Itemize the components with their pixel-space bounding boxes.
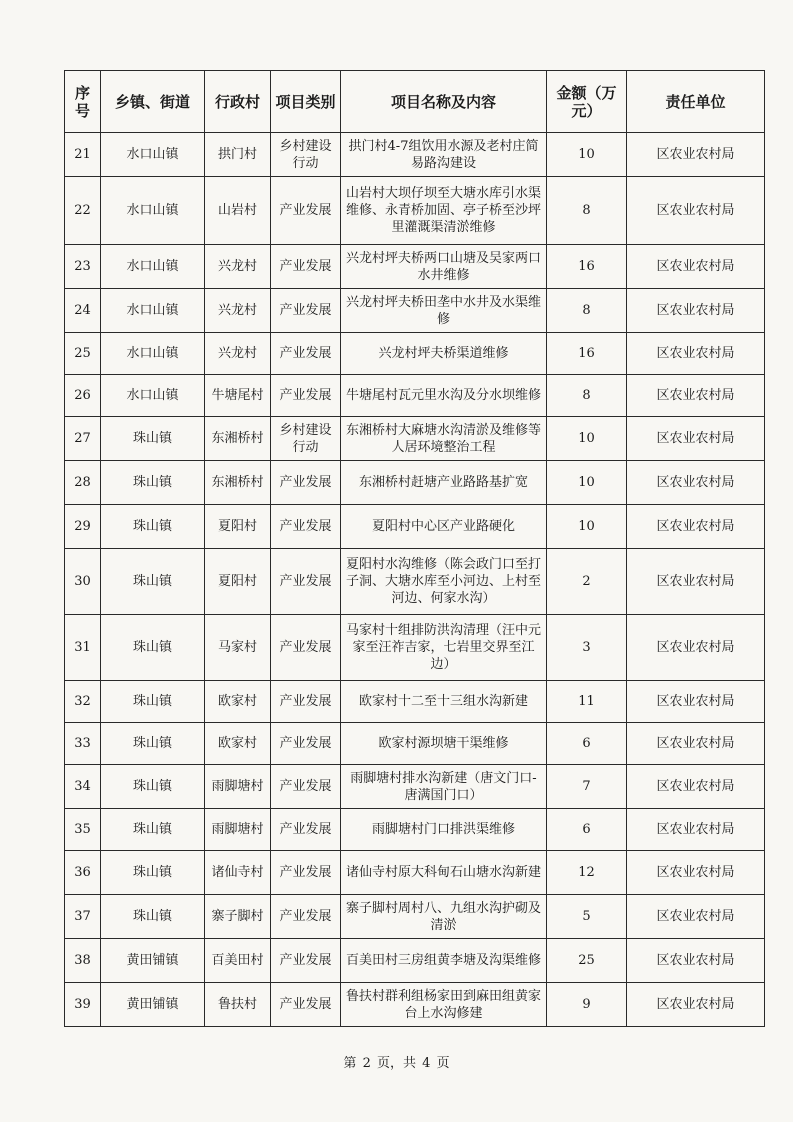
cell-project: 诸仙寺村原大科甸石山塘水沟新建 (341, 851, 547, 895)
cell-amount: 2 (547, 549, 627, 615)
header-seq: 序号 (65, 71, 101, 133)
cell-amount: 12 (547, 851, 627, 895)
cell-category: 产业发展 (271, 809, 341, 851)
cell-town: 珠山镇 (101, 723, 205, 765)
footer-total: 4 (422, 1056, 431, 1071)
header-project: 项目名称及内容 (341, 71, 547, 133)
cell-category: 产业发展 (271, 289, 341, 333)
table-row (65, 245, 765, 289)
cell-town: 水口山镇 (101, 333, 205, 375)
table-row (65, 851, 765, 895)
cell-town: 珠山镇 (101, 549, 205, 615)
cell-seq: 36 (65, 851, 101, 895)
cell-amount: 8 (547, 375, 627, 417)
cell-village: 鲁扶村 (205, 983, 271, 1027)
cell-unit: 区农业农村局 (627, 983, 765, 1027)
cell-project: 夏阳村中心区产业路硬化 (341, 505, 547, 549)
cell-unit: 区农业农村局 (627, 375, 765, 417)
header-village: 行政村 (205, 71, 271, 133)
cell-amount: 9 (547, 983, 627, 1027)
cell-amount: 10 (547, 133, 627, 177)
cell-unit: 区农业农村局 (627, 133, 765, 177)
footer-suffix: 页 (436, 1056, 450, 1071)
cell-village: 夏阳村 (205, 505, 271, 549)
cell-town: 珠山镇 (101, 615, 205, 681)
cell-unit: 区农业农村局 (627, 615, 765, 681)
cell-village: 雨脚塘村 (205, 809, 271, 851)
cell-project: 兴龙村坪夫桥田垄中水井及水渠维修 (341, 289, 547, 333)
table-row (65, 177, 765, 245)
cell-town: 珠山镇 (101, 505, 205, 549)
cell-project: 山岩村大坝仔坝至大塘水库引水渠维修、永青桥加固、亭子桥至沙坪里灌溉渠清淤维修 (341, 177, 547, 245)
cell-town: 珠山镇 (101, 417, 205, 461)
cell-unit: 区农业农村局 (627, 895, 765, 939)
cell-project: 雨脚塘村门口排洪渠维修 (341, 809, 547, 851)
cell-town: 水口山镇 (101, 133, 205, 177)
table-row (65, 417, 765, 461)
cell-project: 拱门村4-7组饮用水源及老村庄简易路沟建设 (341, 133, 547, 177)
cell-seq: 39 (65, 983, 101, 1027)
cell-village: 拱门村 (205, 133, 271, 177)
cell-town: 珠山镇 (101, 765, 205, 809)
cell-town: 黄田铺镇 (101, 983, 205, 1027)
cell-project: 鲁扶村群利组杨家田到麻田组黄家台上水沟修建 (341, 983, 547, 1027)
cell-category: 产业发展 (271, 549, 341, 615)
cell-unit: 区农业农村局 (627, 177, 765, 245)
table-row (65, 289, 765, 333)
table-row (65, 375, 765, 417)
cell-amount: 6 (547, 723, 627, 765)
cell-town: 水口山镇 (101, 289, 205, 333)
cell-category: 产业发展 (271, 245, 341, 289)
cell-town: 水口山镇 (101, 177, 205, 245)
table-row (65, 681, 765, 723)
cell-project: 东湘桥村大麻塘水沟清淤及维修等人居环境整治工程 (341, 417, 547, 461)
cell-amount: 16 (547, 333, 627, 375)
cell-amount: 11 (547, 681, 627, 723)
cell-project: 欧家村十二至十三组水沟新建 (341, 681, 547, 723)
cell-town: 珠山镇 (101, 681, 205, 723)
cell-category: 产业发展 (271, 461, 341, 505)
cell-category: 产业发展 (271, 177, 341, 245)
table-row (65, 549, 765, 615)
cell-category: 乡村建设行动 (271, 417, 341, 461)
cell-village: 马家村 (205, 615, 271, 681)
cell-unit: 区农业农村局 (627, 245, 765, 289)
cell-unit: 区农业农村局 (627, 417, 765, 461)
cell-amount: 25 (547, 939, 627, 983)
cell-seq: 33 (65, 723, 101, 765)
cell-village: 夏阳村 (205, 549, 271, 615)
cell-village: 兴龙村 (205, 333, 271, 375)
cell-category: 产业发展 (271, 765, 341, 809)
cell-unit: 区农业农村局 (627, 765, 765, 809)
cell-category: 产业发展 (271, 851, 341, 895)
table-row (65, 765, 765, 809)
cell-unit: 区农业农村局 (627, 549, 765, 615)
cell-village: 百美田村 (205, 939, 271, 983)
table-row (65, 809, 765, 851)
cell-unit: 区农业农村局 (627, 461, 765, 505)
cell-town: 珠山镇 (101, 895, 205, 939)
cell-seq: 30 (65, 549, 101, 615)
cell-category: 产业发展 (271, 939, 341, 983)
table-row (65, 895, 765, 939)
table-row (65, 505, 765, 549)
cell-town: 珠山镇 (101, 851, 205, 895)
table-row (65, 983, 765, 1027)
cell-unit: 区农业农村局 (627, 289, 765, 333)
cell-village: 诸仙寺村 (205, 851, 271, 895)
cell-village: 牛塘尾村 (205, 375, 271, 417)
footer-prefix: 第 (343, 1056, 357, 1071)
cell-category: 产业发展 (271, 375, 341, 417)
cell-project: 百美田村三房组黄李塘及沟渠维修 (341, 939, 547, 983)
cell-amount: 7 (547, 765, 627, 809)
cell-seq: 24 (65, 289, 101, 333)
cell-seq: 25 (65, 333, 101, 375)
cell-unit: 区农业农村局 (627, 723, 765, 765)
cell-category: 产业发展 (271, 615, 341, 681)
cell-seq: 37 (65, 895, 101, 939)
cell-seq: 26 (65, 375, 101, 417)
cell-unit: 区农业农村局 (627, 939, 765, 983)
cell-seq: 28 (65, 461, 101, 505)
project-table (64, 70, 765, 1027)
cell-project: 东湘桥村赶塘产业路路基扩宽 (341, 461, 547, 505)
cell-town: 水口山镇 (101, 375, 205, 417)
cell-project: 马家村十组排防洪沟清理（汪中元家至汪祚吉家，七岩里交界至江边） (341, 615, 547, 681)
cell-category: 产业发展 (271, 983, 341, 1027)
header-town: 乡镇、街道 (101, 71, 205, 133)
table-row (65, 133, 765, 177)
table-row (65, 939, 765, 983)
cell-project: 牛塘尾村瓦元里水沟及分水坝维修 (341, 375, 547, 417)
footer-page: 2 (362, 1056, 371, 1071)
table-row (65, 615, 765, 681)
cell-project: 雨脚塘村排水沟新建（唐文门口-唐满国门口） (341, 765, 547, 809)
cell-seq: 22 (65, 177, 101, 245)
cell-category: 产业发展 (271, 895, 341, 939)
cell-village: 兴龙村 (205, 289, 271, 333)
cell-village: 东湘桥村 (205, 461, 271, 505)
cell-seq: 27 (65, 417, 101, 461)
cell-seq: 32 (65, 681, 101, 723)
cell-project: 夏阳村水沟维修（陈会政门口至打子洞、大塘水库至小河边、上村至河边、何家水沟） (341, 549, 547, 615)
cell-town: 黄田铺镇 (101, 939, 205, 983)
cell-amount: 16 (547, 245, 627, 289)
cell-category: 产业发展 (271, 723, 341, 765)
header-amount: 金额（万元） (547, 71, 627, 133)
cell-seq: 34 (65, 765, 101, 809)
cell-amount: 3 (547, 615, 627, 681)
cell-unit: 区农业农村局 (627, 809, 765, 851)
cell-village: 兴龙村 (205, 245, 271, 289)
cell-category: 乡村建设行动 (271, 133, 341, 177)
cell-amount: 6 (547, 809, 627, 851)
cell-seq: 38 (65, 939, 101, 983)
page-footer (0, 1052, 793, 1071)
cell-seq: 29 (65, 505, 101, 549)
table-row (65, 723, 765, 765)
cell-unit: 区农业农村局 (627, 505, 765, 549)
cell-project: 欧家村源坝塘干渠维修 (341, 723, 547, 765)
cell-village: 欧家村 (205, 723, 271, 765)
cell-town: 珠山镇 (101, 809, 205, 851)
cell-town: 水口山镇 (101, 245, 205, 289)
cell-category: 产业发展 (271, 333, 341, 375)
footer-mid: 页，共 (376, 1056, 416, 1071)
header-category: 项目类别 (271, 71, 341, 133)
cell-project: 兴龙村坪夫桥渠道维修 (341, 333, 547, 375)
cell-project: 寨子脚村周村八、九组水沟护砌及清淤 (341, 895, 547, 939)
cell-seq: 35 (65, 809, 101, 851)
cell-seq: 21 (65, 133, 101, 177)
cell-unit: 区农业农村局 (627, 333, 765, 375)
table-body (65, 133, 765, 1027)
cell-amount: 10 (547, 417, 627, 461)
cell-amount: 10 (547, 505, 627, 549)
header-unit: 责任单位 (627, 71, 765, 133)
table-row (65, 461, 765, 505)
cell-village: 雨脚塘村 (205, 765, 271, 809)
cell-category: 产业发展 (271, 681, 341, 723)
cell-unit: 区农业农村局 (627, 681, 765, 723)
cell-project: 兴龙村坪夫桥两口山塘及吴家两口水井维修 (341, 245, 547, 289)
cell-amount: 8 (547, 177, 627, 245)
cell-amount: 10 (547, 461, 627, 505)
cell-village: 东湘桥村 (205, 417, 271, 461)
cell-seq: 23 (65, 245, 101, 289)
cell-town: 珠山镇 (101, 461, 205, 505)
cell-village: 寨子脚村 (205, 895, 271, 939)
cell-category: 产业发展 (271, 505, 341, 549)
cell-amount: 8 (547, 289, 627, 333)
cell-seq: 31 (65, 615, 101, 681)
cell-village: 山岩村 (205, 177, 271, 245)
table-row (65, 333, 765, 375)
cell-amount: 5 (547, 895, 627, 939)
cell-unit: 区农业农村局 (627, 851, 765, 895)
cell-village: 欧家村 (205, 681, 271, 723)
header-row (65, 71, 765, 133)
